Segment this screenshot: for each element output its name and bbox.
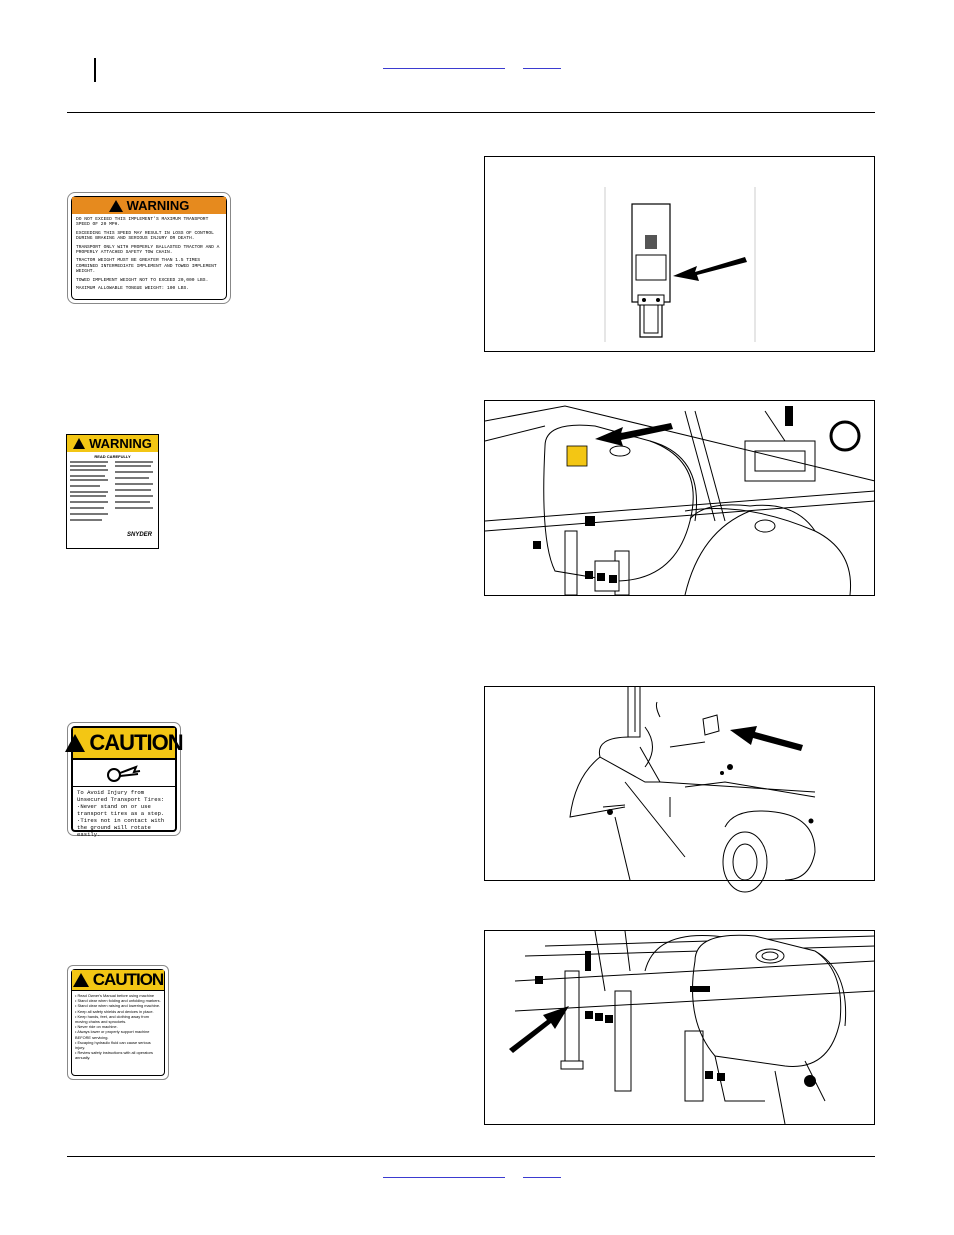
alert-triangle-icon [73, 438, 85, 449]
header-rule [67, 112, 875, 113]
tank-illustration [485, 401, 874, 595]
tongue-decal-illustration [485, 157, 874, 351]
header-margin-bar [94, 58, 96, 82]
warning-header: WARNING [67, 435, 158, 452]
caution-general-text: • Read Owner's Manual before using machine • Stand clear when folding and unfolding markers. • Stand clear when raising and lowering machine. • Keep all safety shields and devices in place. • Keep hands, feet, and clothing away from moving chains and sprockets. • Never ride on machine. • Always lower or properly support machine BEFORE servicing. • Escaping hydraulic fluid can cause serious injury. • Review safety instructions with all operators annually. [75, 993, 161, 1061]
warning-header: WARNING [72, 197, 226, 214]
warning-transport-decal [67, 192, 231, 304]
alert-triangle-icon [109, 200, 123, 212]
arrow-icon [673, 257, 747, 281]
alert-triangle-icon [65, 734, 85, 752]
snyder-logo: SNYDER [126, 532, 152, 538]
caution-tires-decal [67, 722, 181, 836]
caution-header: CAUTION [72, 970, 164, 991]
warning-transport-text: DO NOT EXCEED THIS IMPLEMENT'S MAXIMUM TRANSPORT SPEED OF 20 MPH. EXCEEDING THIS SPEED MAY RESULT IN LOSS OF CONTROL DURING BRAKING AND SERIOUS INJURY OR DEATH. TRANSPORT ONLY WITH PROPERLY BALLASTED TRACTOR AND A PROPERLY ATTACHED SAFETY TOW CHAIN. TRACTOR WEIGHT MUST BE GREATER THAN 1.5 TIMES COMBINED INTERMEDIATE IMPLEMENT AND TOWED IMPLEMENT WEIGHT. TOWED IMPLEMENT WEIGHT NOT TO EXCEED 20,000 LBS. MAXIMUM ALLOWABLE TONGUE WEIGHT: 100 LBS. [76, 217, 220, 292]
warning-tank-decal [66, 434, 159, 549]
caution-tires-text: To Avoid Injury from Unsecured Transport Tires: ·Never stand on or use transport tires as a step. ·Tires not in contact with the ground will rotate easily. [77, 789, 165, 838]
caution-general-decal [67, 965, 169, 1080]
arrow-icon [730, 726, 803, 751]
header-link-1[interactable] [383, 68, 505, 69]
caution-header: CAUTION [73, 728, 175, 760]
alert-triangle-icon [73, 973, 89, 987]
tire-arm-illustration [485, 687, 874, 880]
figure-tank-decal [484, 400, 875, 596]
frame-illustration [485, 931, 874, 1124]
footer-rule [67, 1156, 875, 1157]
figure-frame-decal [484, 930, 875, 1125]
figure-tire-decal [484, 686, 875, 881]
read-carefully-label: READ CAREFULLY [94, 454, 131, 459]
tire-hazard-icon [104, 763, 144, 783]
footer-link-1[interactable] [383, 1177, 505, 1178]
arrow-icon [509, 1006, 569, 1053]
fine-print-illustration [67, 459, 158, 531]
header-link-2[interactable] [523, 68, 561, 69]
footer-link-2[interactable] [523, 1177, 561, 1178]
figure-tongue-decal [484, 156, 875, 352]
